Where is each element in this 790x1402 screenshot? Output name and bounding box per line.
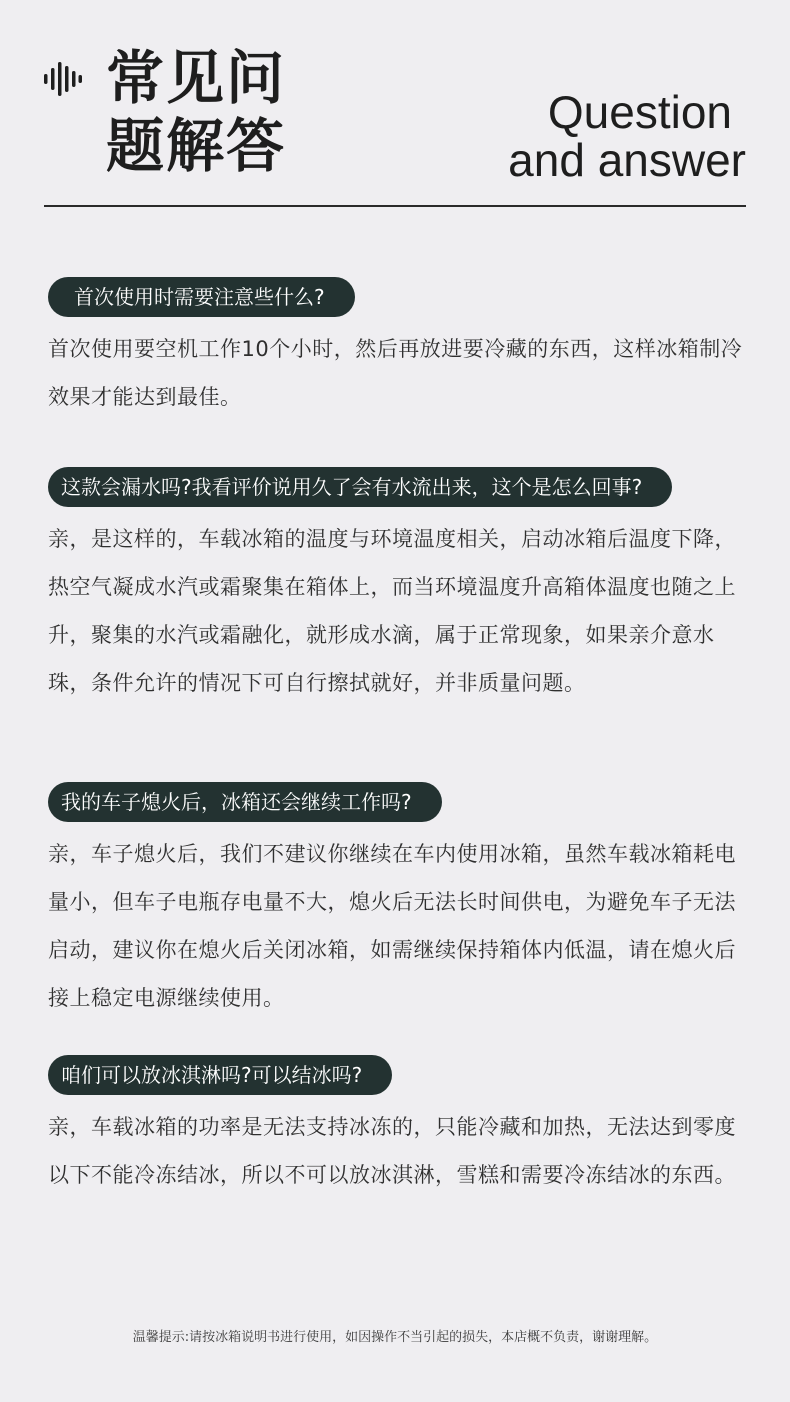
qa-item-4 <box>48 1055 748 1199</box>
qa-item-2 <box>48 467 748 707</box>
answer-text: 首次使用要空机工作10个小时，然后再放进要冷藏的东西，这样冰箱制冷效果才能达到最佳。 <box>48 337 743 409</box>
question-pill: 首次使用时需要注意些什么? <box>48 277 355 317</box>
qa-item-1 <box>48 277 748 421</box>
question-pill: 这款会漏水吗?我看评价说用久了会有水流出来，这个是怎么回事? <box>48 467 672 507</box>
title-cn-line1: 常见问 <box>106 44 287 112</box>
header-divider <box>44 205 746 207</box>
answer-text: 亲，是这样的，车载冰箱的温度与环境温度相关，启动冰箱后温度下降，热空气凝成水汽或霜聚集在箱体上，而当环境温度升高箱体温度也随之上升，聚集的水汽或霜融化，就形成水滴，属于正常现象，如果亲介意水珠，条件允许的情况下可自行擦拭就好，并非质量问题。 <box>48 527 736 695</box>
title-en-line1: Question <box>547 86 732 138</box>
question-pill: 我的车子熄火后，冰箱还会继续工作吗? <box>48 782 442 822</box>
qa-item-3 <box>48 782 748 1022</box>
page-header <box>0 0 790 210</box>
answer-text: 亲，车载冰箱的功率是无法支持冰冻的，只能冷藏和加热，无法达到零度以下不能冷冻结冰，所以不可以放冰淇淋，雪糕和需要冷冻结冰的东西。 <box>48 1115 736 1187</box>
page-title-chinese <box>106 44 286 180</box>
title-en-line2: and answer <box>508 134 746 186</box>
sound-wave-icon <box>44 62 82 96</box>
footer-notice: 温馨提示:请按冰箱说明书进行使用，如因操作不当引起的损失，本店概不负责，谢谢理解。 <box>132 1330 658 1345</box>
title-cn-line2: 题解答 <box>106 112 287 180</box>
page-title-english <box>508 88 746 184</box>
answer-text: 亲，车子熄火后，我们不建议你继续在车内使用冰箱，虽然车载冰箱耗电量小，但车子电瓶存电量不大，熄火后无法长时间供电，为避免车子无法启动，建议你在熄火后关闭冰箱，如需继续保持箱体内低温，请在熄火后接上稳定电源继续使用。 <box>48 842 736 1010</box>
question-pill: 咱们可以放冰淇淋吗?可以结冰吗? <box>48 1055 392 1095</box>
